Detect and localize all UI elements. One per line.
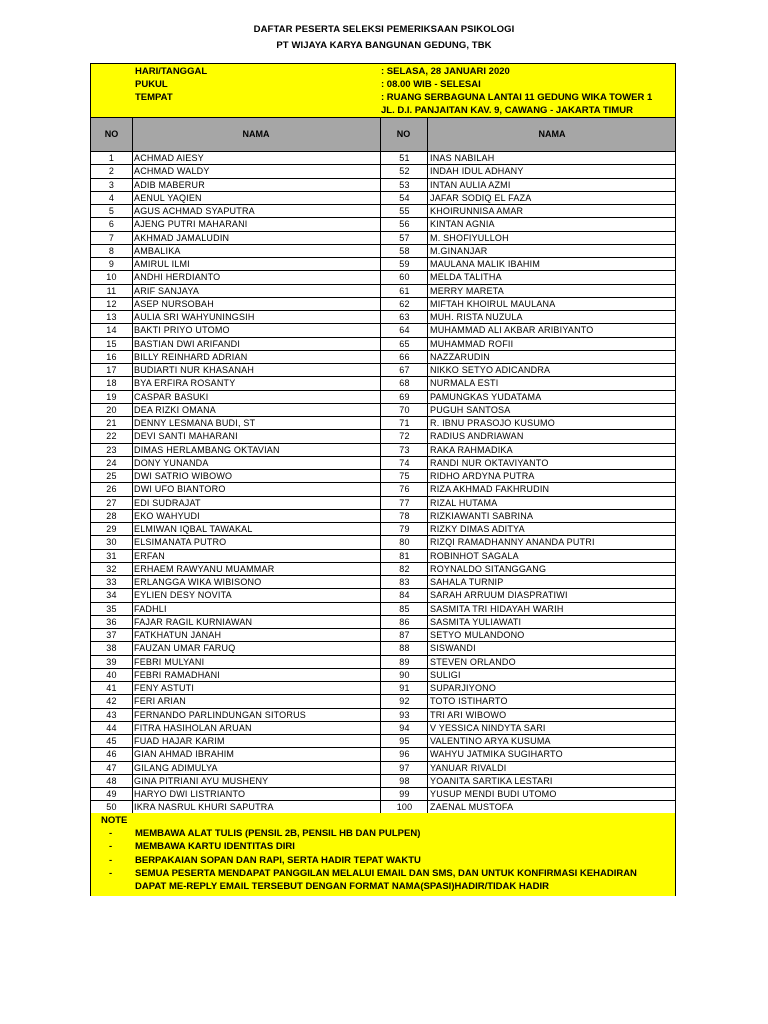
participant-name: RAKA RAHMADIKA [430,444,513,455]
participant-number: 20 [106,404,117,415]
participant-name: ERHAEM RAWYANU MUAMMAR [134,563,275,574]
participant-number: 29 [106,524,117,534]
participant-number: 98 [399,775,410,786]
participant-name: NURMALA ESTI [430,378,499,389]
participant-name: FITRA HASIHOLAN ARUAN [134,722,252,733]
table-row [91,788,675,801]
participant-number: 73 [399,444,410,455]
participant-number: 83 [399,577,410,587]
participant-number: 80 [399,537,410,548]
participant-number: 86 [399,616,410,627]
participant-number: 34 [106,590,117,601]
participant-number: 75 [399,471,410,481]
participant-number: 61 [399,285,410,296]
table-row [91,722,675,735]
participant-name: SARAH ARRUUM DIASPRATIWI [430,590,568,601]
participant-name: YOANITA SARTIKA LESTARI [430,775,553,786]
participant-name: AMBALIKA [134,245,181,256]
participant-name: SAHALA TURNIP [430,577,504,587]
note-item: MEMBAWA ALAT TULIS (PENSIL 2B, PENSIL HB DAN PULPEN) [135,828,421,839]
participant-number: 33 [106,577,117,587]
participant-name: FERNANDO PARLINDUNGAN SITORUS [134,709,306,720]
table-row [91,444,675,457]
participant-number: 70 [399,404,410,415]
participant-number: 31 [106,550,117,561]
participant-name: M.GINANJAR [430,245,488,256]
participant-number: 96 [399,749,410,760]
participant-number: 74 [399,457,410,468]
participant-number: 53 [399,179,410,190]
table-row [91,656,675,669]
time-label: PUKUL [135,79,168,90]
participant-number: 3 [108,179,115,190]
participant-name: DONY YUNANDA [134,457,209,468]
participant-name: RIZKIAWANTI SABRINA [430,510,534,521]
participant-name: RIDHO ARDYNA PUTRA [430,471,535,481]
table-row [91,457,675,470]
table-row [91,709,675,722]
participant-number: 44 [106,722,117,733]
participant-name: ELMIWAN IQBAL TAWAKAL [134,524,253,534]
participant-name: DEA RIZKI OMANA [134,404,217,415]
participant-number: 77 [399,497,410,508]
participant-name: NAZZARUDIN [430,351,490,362]
participant-number: 38 [106,643,117,654]
note-bullet: - [109,868,113,879]
participant-number: 46 [106,749,117,760]
participant-number: 27 [106,497,117,508]
participant-name: DWI SATRIO WIBOWO [134,471,233,481]
participant-name: YANUAR RIVALDI [430,762,507,773]
participant-number: 94 [399,722,410,733]
participant-number: 17 [106,365,117,375]
table-row [91,218,675,231]
participant-number: 71 [399,418,410,428]
table-row [91,338,675,351]
participant-name: ADIB MABERUR [134,179,205,190]
participant-name: STEVEN ORLANDO [430,656,516,667]
participant-name: RANDI NUR OKTAVIYANTO [430,457,549,468]
participant-name: AENUL YAQIEN [134,192,202,203]
participant-name: ANDHI HERDIANTO [134,272,221,283]
participant-name: PAMUNGKAS YUDATAMA [430,391,542,402]
participant-name: RIZQI RAMADHANNY ANANDA PUTRI [430,537,595,548]
participant-name: RIZA AKHMAD FAKHRUDIN [430,484,550,495]
participant-name: SISWANDI [430,643,476,654]
participant-name: M. SHOFIYULLOH [430,232,509,243]
participant-number: 56 [399,219,410,230]
participant-name: SETYO MULANDONO [430,630,525,640]
participant-number: 82 [399,563,410,574]
table-row [91,430,675,443]
participant-number: 64 [399,325,410,336]
participant-number: 59 [399,259,410,269]
participant-number: 4 [108,192,115,203]
participant-number: 62 [399,298,410,309]
participant-number: 67 [399,365,410,375]
participant-number: 68 [399,378,410,389]
place-address: JL. D.I. PANJAITAN KAV. 9, CAWANG - JAKARTA TIMUR [381,105,633,116]
participant-name: FAJAR RAGIL KURNIAWAN [134,616,253,627]
participant-name: ERLANGGA WIKA WIBISONO [134,577,262,587]
table-row [91,762,675,775]
participant-name: INAS NABILAH [430,153,495,163]
table-row [91,603,675,616]
participant-number: 91 [399,683,410,693]
participant-name: FUAD HAJAR KARIM [134,736,225,746]
table-row [91,669,675,682]
participant-number: 42 [106,696,117,707]
table-row [91,483,675,496]
participant-number: 87 [399,630,410,640]
header-no-left: NO [104,129,119,139]
participant-name: ACHMAD AIESY [134,153,204,163]
participant-name: FENY ASTUTI [134,683,195,693]
participant-number: 49 [106,789,117,799]
participant-number: 40 [106,669,117,680]
table-row [91,364,675,377]
table-row [91,470,675,483]
participant-name: ROYNALDO SITANGGANG [430,563,547,574]
table-row [91,152,675,165]
participant-name: DENNY LESMANA BUDI, ST [134,418,256,428]
participant-number: 100 [396,802,413,813]
table-row [91,404,675,417]
participant-name: FADHLI [134,603,167,614]
day-value: : SELASA, 28 JANUARI 2020 [381,66,510,77]
participant-number: 13 [106,312,117,322]
participant-name: RIZAL HUTAMA [430,497,498,508]
participant-name: BASTIAN DWI ARIFANDI [134,338,241,349]
participant-number: 63 [399,312,410,322]
table-row [91,642,675,655]
participant-number: 55 [399,206,410,216]
table-row [91,497,675,510]
participant-name: MERRY MARETA [430,285,504,296]
participant-number: 60 [399,272,410,283]
table-row [91,417,675,430]
participant-number: 93 [399,709,410,720]
note-bullet: - [109,855,113,866]
participant-table [90,63,676,896]
participant-name: HARYO DWI LISTRIANTO [134,789,246,799]
participant-number: 66 [399,351,410,362]
participant-name: ASEP NURSOBAH [134,298,214,309]
participant-number: 52 [399,166,410,177]
participant-number: 58 [399,245,410,256]
participant-number: 6 [108,219,115,230]
participant-name: SASMITA YULIAWATI [430,616,522,627]
participant-number: 89 [399,656,410,667]
participant-name: AMIRUL ILMI [134,259,190,269]
header-nama-left: NAMA [242,129,270,139]
notes-section [91,813,675,896]
participant-number: 78 [399,510,410,521]
participant-name: R. IBNU PRASOJO KUSUMO [430,418,555,428]
participant-number: 1 [108,153,115,163]
participant-name: FATKHATUN JANAH [134,630,222,640]
table-row [91,179,675,192]
participant-number: 57 [399,232,410,243]
participant-number: 5 [108,206,115,216]
participant-number: 24 [106,457,117,468]
participant-number: 26 [106,484,117,495]
participant-number: 22 [106,431,117,442]
participant-number: 30 [106,537,117,548]
header-no-right: NO [396,129,411,139]
participant-name: GIAN AHMAD IBRAHIM [134,749,235,760]
participant-name: DWI UFO BIANTORO [134,484,226,495]
table-row [91,682,675,695]
participant-number: 84 [399,590,410,601]
note-item-continuation: DAPAT ME-REPLY EMAIL TERSEBUT DENGAN FORMAT NAMA(SPASI)HADIR/TIDAK HADIR [135,881,549,892]
table-row [91,510,675,523]
participant-name: INDAH IDUL ADHANY [430,166,524,177]
table-row [91,232,675,245]
table-row [91,536,675,549]
table-row [91,616,675,629]
participant-name: RIZKY DIMAS ADITYA [430,524,525,534]
table-row [91,748,675,761]
participant-number: 11 [106,285,117,296]
table-row [91,192,675,205]
participant-name: BILLY REINHARD ADRIAN [134,351,248,362]
participant-number: 72 [399,431,410,442]
participant-name: SULIGI [430,669,461,680]
note-bullet: - [109,828,113,839]
participant-number: 54 [399,192,410,203]
participant-name: EYLIEN DESY NOVITA [134,590,232,601]
participant-name: SASMITA TRI HIDAYAH WARIH [430,603,564,614]
participant-name: MUHAMMAD ALI AKBAR ARIBIYANTO [430,325,594,336]
participant-number: 48 [106,775,117,786]
participant-number: 32 [106,563,117,574]
time-value: : 08.00 WIB - SELESAI [381,79,481,90]
participant-number: 7 [108,232,115,243]
table-row [91,735,675,748]
place-value: : RUANG SERBAGUNA LANTAI 11 GEDUNG WIKA TOWER 1 [381,92,653,103]
document-title: DAFTAR PESERTA SELEKSI PEMERIKSAAN PSIKOLOGI [253,24,515,35]
table-row [91,205,675,218]
note-bullet: - [109,841,113,852]
participant-number: 28 [106,510,117,521]
participant-name: PUGUH SANTOSA [430,404,511,415]
participant-number: 76 [399,484,410,495]
participant-name: AULIA SRI WAHYUNINGSIH [134,312,255,322]
notes-heading: NOTE [101,815,128,826]
participant-number: 92 [399,696,410,707]
participant-name: ACHMAD WALDY [134,166,210,177]
note-item: BERPAKAIAN SOPAN DAN RAPI, SERTA HADIR TEPAT WAKTU [135,855,421,866]
participant-number: 45 [106,736,117,746]
participant-number: 2 [108,166,115,177]
table-row [91,576,675,589]
participant-name: MUH. RISTA NUZULA [430,312,523,322]
participant-number: 99 [399,789,410,799]
company-name: PT WIJAYA KARYA BANGUNAN GEDUNG, TBK [276,40,492,51]
participant-name: NIKKO SETYO ADICANDRA [430,365,551,375]
table-row [91,165,675,178]
note-item: SEMUA PESERTA MENDAPAT PANGGILAN MELALUI EMAIL DAN SMS, DAN UNTUK KONFIRMASI KEHADIRAN [135,868,637,879]
participant-name: MIFTAH KHOIRUL MAULANA [430,298,556,309]
participant-number: 37 [106,630,117,640]
participant-name: ZAENAL MUSTOFA [430,802,514,813]
participant-number: 43 [106,709,117,720]
table-row [91,563,675,576]
participant-number: 12 [106,298,117,309]
participant-number: 9 [108,259,115,269]
schedule-info [91,64,675,117]
participant-name: AJENG PUTRI MAHARANI [134,219,248,230]
participant-number: 15 [106,338,117,349]
participant-name: BYA ERFIRA ROSANTY [134,378,236,389]
table-row [91,285,675,298]
participant-number: 47 [106,762,117,773]
table-row [91,550,675,563]
participant-name: AGUS ACHMAD SYAPUTRA [134,206,255,216]
participant-number: 90 [399,669,410,680]
participant-name: RADIUS ANDRIAWAN [430,431,524,442]
participant-name: FEBRI RAMADHANI [134,669,221,680]
participant-number: 16 [106,351,117,362]
table-row [91,391,675,404]
participant-name: ERFAN [134,550,166,561]
participant-name: BUDIARTI NUR KHASANAH [134,365,255,375]
table-row [91,775,675,788]
participant-number: 79 [399,524,410,534]
participant-name: FAUZAN UMAR FARUQ [134,643,236,654]
participant-name: DIMAS HERLAMBANG OKTAVIAN [134,444,280,455]
participant-number: 97 [399,762,410,773]
table-row [91,258,675,271]
table-row [91,298,675,311]
participant-number: 39 [106,656,117,667]
participant-number: 14 [106,325,117,336]
participant-name: GINA PITRIANI AYU MUSHENY [134,775,269,786]
participant-name: V YESSICA NINDYTA SARI [430,722,546,733]
day-label: HARI/TANGGAL [135,66,208,77]
participant-name: MUHAMMAD ROFII [430,338,514,349]
table-row [91,629,675,642]
participant-number: 65 [399,338,410,349]
participant-name: MELDA TALITHA [430,272,502,283]
participant-number: 19 [106,391,117,402]
participant-name: MAULANA MALIK IBAHIM [430,259,541,269]
note-item: MEMBAWA KARTU IDENTITAS DIRI [135,841,295,852]
participant-number: 88 [399,643,410,654]
table-row [91,311,675,324]
header-nama-right: NAMA [538,129,566,139]
table-row [91,351,675,364]
participant-name: SUPARJIYONO [430,683,497,693]
participant-name: CASPAR BASUKI [134,391,209,402]
participant-number: 23 [106,444,117,455]
participant-name: YUSUP MENDI BUDI UTOMO [430,789,557,799]
participant-name: EKO WAHYUDI [134,510,200,521]
table-row [91,523,675,536]
participant-number: 10 [106,272,117,283]
participant-name: GILANG ADIMULYA [134,762,218,773]
participant-number: 41 [106,683,117,693]
participant-name: AKHMAD JAMALUDIN [134,232,230,243]
participant-name: IKRA NASRUL KHURI SAPUTRA [134,802,274,813]
participant-number: 21 [106,418,117,428]
table-row [91,324,675,337]
participant-name: FERI ARIAN [134,696,187,707]
table-row [91,377,675,390]
participant-name: FEBRI MULYANI [134,656,205,667]
participant-name: INTAN AULIA AZMI [430,179,511,190]
participant-name: ROBINHOT SAGALA [430,550,519,561]
participant-name: DEVI SANTI MAHARANI [134,431,238,442]
participant-name: JAFAR SODIQ EL FAZA [430,192,532,203]
participant-number: 25 [106,471,117,481]
table-header [91,117,675,152]
participant-number: 85 [399,603,410,614]
table-row [91,695,675,708]
participant-number: 69 [399,391,410,402]
participant-name: KHOIRUNNISA AMAR [430,206,524,216]
participant-name: TRI ARI WIBOWO [430,709,507,720]
participant-number: 51 [399,153,410,163]
participant-name: ARIF SANJAYA [134,285,200,296]
participant-name: VALENTINO ARYA KUSUMA [430,736,551,746]
participant-name: BAKTI PRIYO UTOMO [134,325,230,336]
participant-name: TOTO ISTIHARTO [430,696,508,707]
participant-number: 95 [399,736,410,746]
participant-number: 8 [108,245,115,256]
table-row [91,589,675,602]
table-row [91,271,675,284]
participant-name: WAHYU JATMIKA SUGIHARTO [430,749,563,760]
participant-name: ELSIMANATA PUTRO [134,537,227,548]
participant-name: EDI SUDRAJAT [134,497,201,508]
participant-number: 18 [106,378,117,389]
participant-number: 36 [106,616,117,627]
participant-name: KINTAN AGNIA [430,219,495,230]
participant-number: 50 [106,802,117,813]
place-label: TEMPAT [135,92,173,103]
participant-number: 81 [399,550,410,561]
table-row [91,245,675,258]
participant-number: 35 [106,603,117,614]
